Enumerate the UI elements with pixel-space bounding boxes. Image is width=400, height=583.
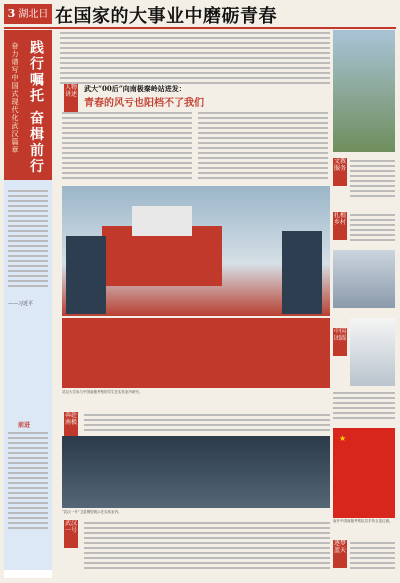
article-tag-5: 扎根乡村 bbox=[333, 212, 347, 240]
person-left bbox=[66, 236, 106, 314]
left-title-block bbox=[4, 30, 52, 180]
article-6-body bbox=[333, 392, 395, 422]
flag-star-icon: ★ bbox=[339, 434, 347, 443]
page-headline: 在国家的大事业中磨砺青春 bbox=[55, 6, 277, 27]
village-photo bbox=[333, 250, 395, 308]
article-5-body bbox=[350, 214, 395, 244]
masthead bbox=[4, 4, 52, 24]
article-1-title: 武大“00后”向南极秦岭站进发： bbox=[84, 84, 186, 93]
article-1-subtitle: 青春的风亏也阳档不了我们 bbox=[84, 98, 204, 109]
intro-text-lines bbox=[60, 32, 330, 87]
essay-text-lines bbox=[8, 190, 48, 290]
satellite-photo bbox=[62, 436, 330, 508]
team-photo bbox=[350, 318, 395, 386]
field-photo bbox=[333, 30, 395, 152]
vertical-subtitle: 奋力谱写中国式现代化武汉篇章 bbox=[11, 42, 19, 154]
essay-text-lines-2 bbox=[8, 432, 48, 532]
person-right bbox=[282, 231, 322, 314]
article-tag-3: 武汉一号 bbox=[64, 520, 78, 548]
article-7-body bbox=[350, 542, 395, 572]
page-number: 3 bbox=[7, 7, 16, 20]
essay-title: 前进 bbox=[18, 422, 31, 429]
paper-name: 湖北日 bbox=[18, 9, 49, 20]
satellite-photo-caption: “武汉一号”卫星模型展示在实验室内。 bbox=[62, 510, 122, 514]
article-3-body bbox=[84, 522, 330, 572]
article-tag-7: 逐梦蓝天 bbox=[333, 540, 347, 568]
header-rule bbox=[4, 27, 396, 29]
article-2-body bbox=[84, 414, 330, 434]
flag-photo-caption: 南开中国南极考察队员手持五星红旗。 bbox=[333, 519, 393, 523]
article-1-body-left bbox=[62, 112, 192, 182]
article-4-body bbox=[350, 160, 395, 200]
article-1-body-right bbox=[198, 112, 328, 182]
banner-photo bbox=[62, 318, 330, 388]
article-tag-6: 中国团圆 bbox=[333, 328, 347, 356]
vertical-title: 践行嘱托 奋楫前行 bbox=[28, 40, 44, 175]
ship-photo bbox=[62, 186, 330, 316]
lab-photo-caption: 武汉大学参与中国南极考察的学生在实验室内研究。 bbox=[62, 390, 143, 394]
article-tag-4: 文教服务 bbox=[333, 158, 347, 186]
flag-photo bbox=[333, 428, 395, 518]
essay-author: ——习近平 bbox=[8, 301, 34, 307]
article-tag-2: 奔赴南极 bbox=[64, 412, 78, 440]
left-essay-box bbox=[4, 180, 52, 570]
left-column bbox=[4, 30, 52, 578]
ship-bridge bbox=[132, 206, 192, 236]
article-tag-1: 人物讲述 bbox=[64, 84, 78, 112]
